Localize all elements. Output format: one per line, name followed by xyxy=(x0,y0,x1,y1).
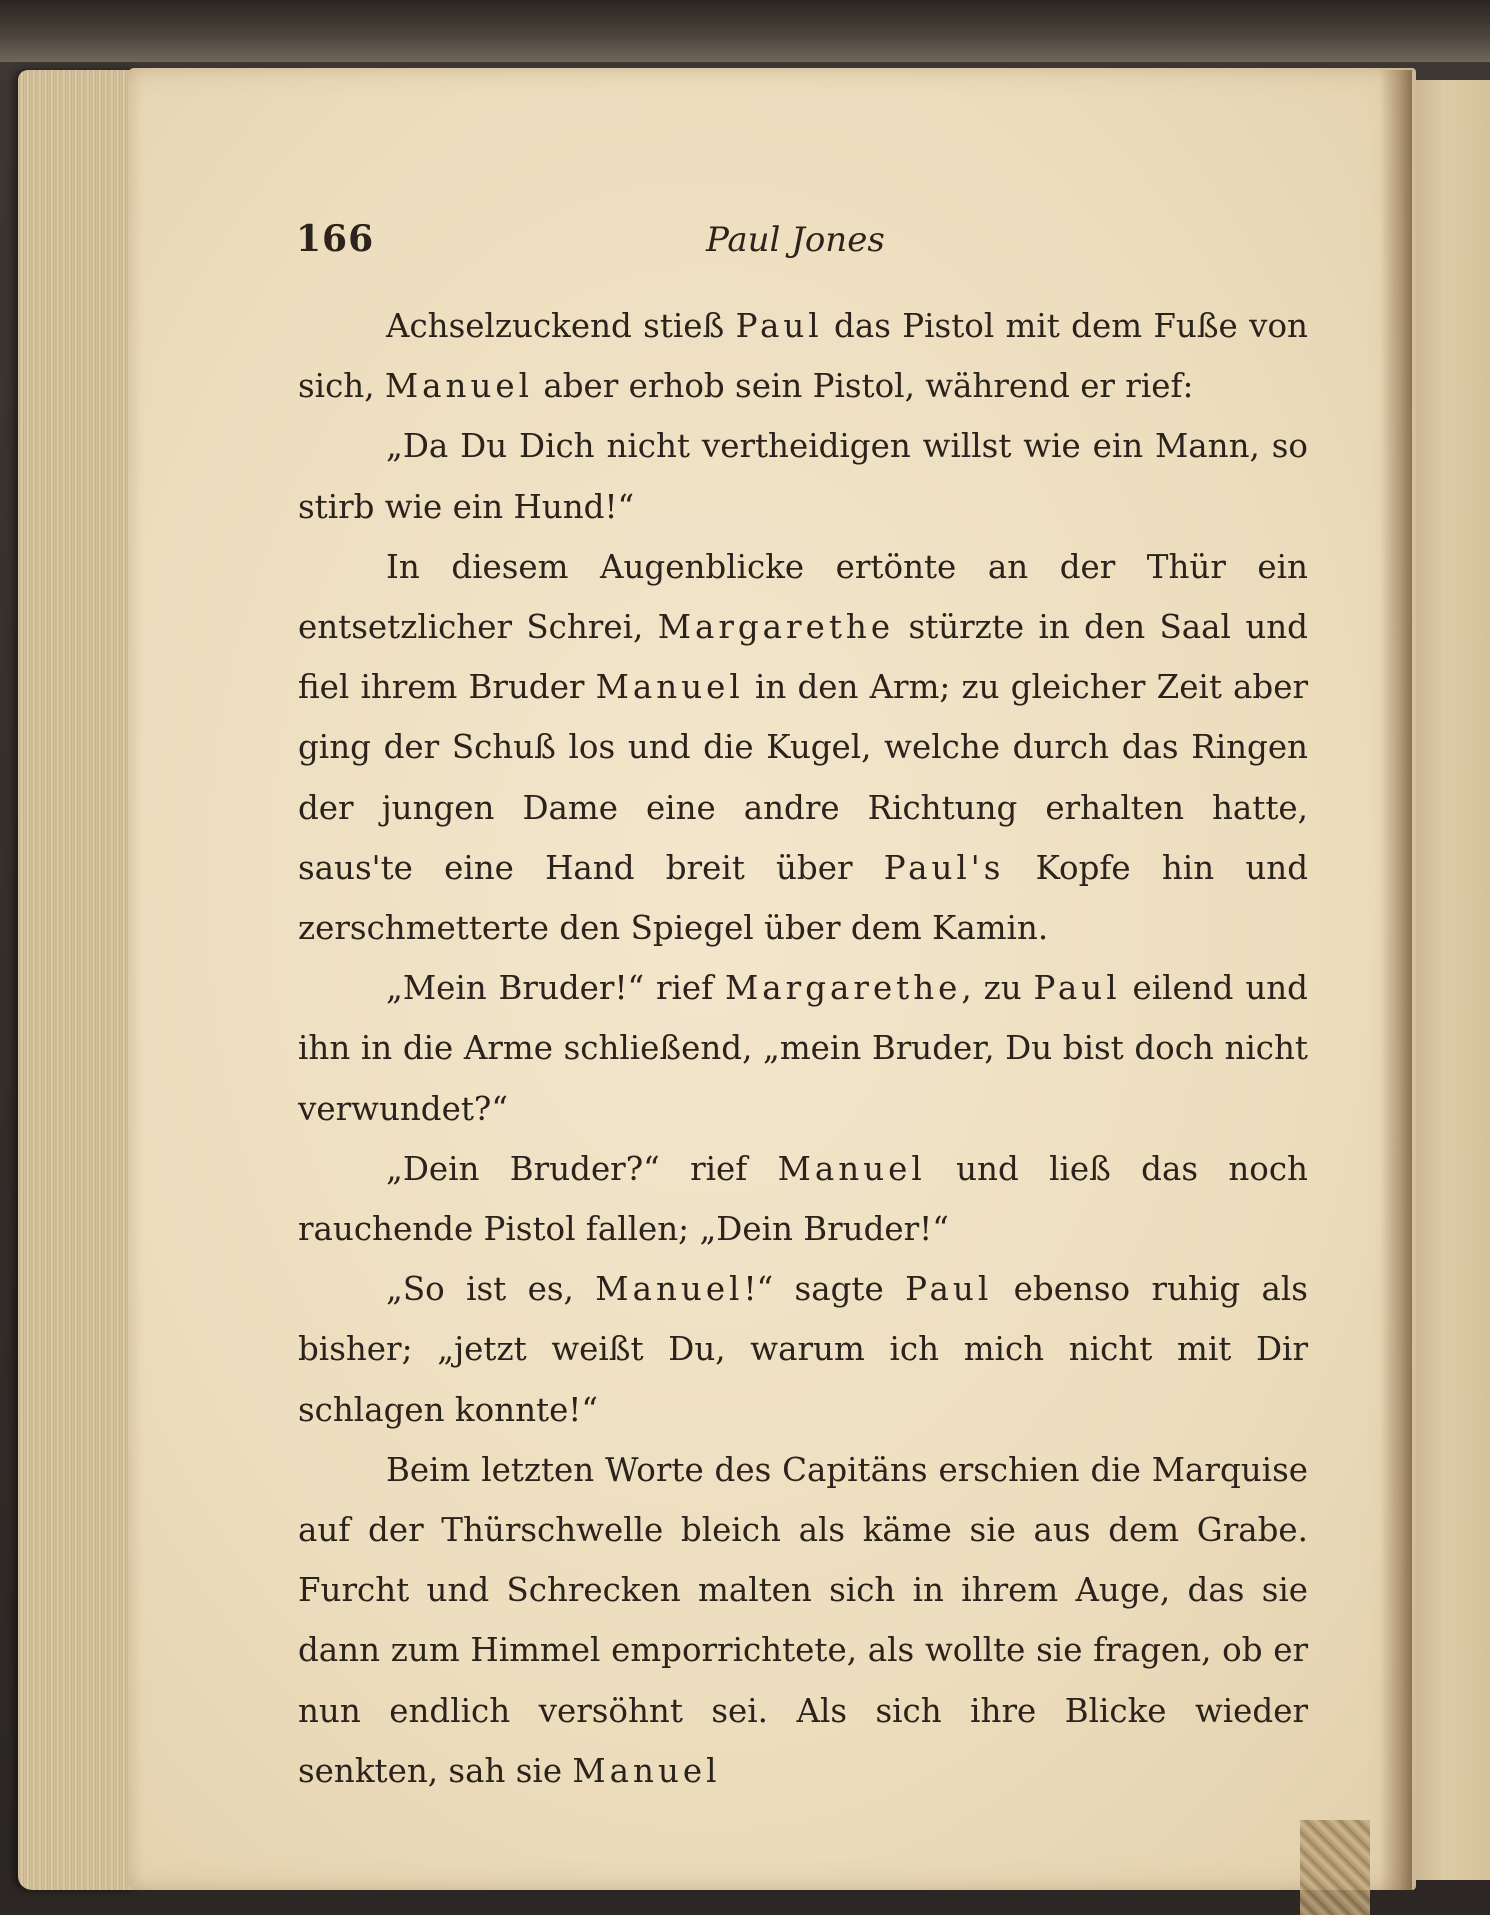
spaced-name: Paul xyxy=(905,1270,993,1309)
spaced-name: Manuel xyxy=(777,1149,926,1188)
text-run: „So ist es, xyxy=(386,1270,596,1309)
text-run: „Da Du Dich nicht vertheidigen willst wie ein Mann, so stirb wie ein Hund!“ xyxy=(298,427,1308,526)
paragraph xyxy=(298,296,1308,416)
text-run: Beim letzten Worte des Capitäns erschien die Marquise auf der Thürschwelle bleich als käme sie aus dem Grabe. Furcht und Schrecken malten sich in ihrem Auge, das sie dann zum Himmel emporrichtete, als wollte sie fragen, ob er nun endlich versöhnt sei. Als sich ihre Blicke wieder senkten, sah sie xyxy=(298,1450,1308,1790)
text-run: das Pistol mit dem Fuße von sich, xyxy=(298,307,1308,406)
paragraph xyxy=(298,1440,1308,1801)
spaced-name: Paul's xyxy=(883,848,1005,887)
spaced-name: Manuel xyxy=(595,668,744,707)
text-run: stürzte in den Saal und fiel ihrem Bruder xyxy=(298,608,1308,707)
bookmark-ribbon xyxy=(1300,1820,1370,1915)
page-gutter-shadow xyxy=(1380,70,1412,1890)
text-run: aber erhob sein Pistol, während er rief: xyxy=(533,367,1194,406)
spaced-name: Paul xyxy=(1033,969,1121,1008)
spaced-name: Manuel xyxy=(595,1270,744,1309)
text-run: „Mein Bruder!“ rief xyxy=(386,969,726,1008)
running-title: Paul Jones xyxy=(706,220,885,260)
text-run: „Dein Bruder?“ rief xyxy=(386,1149,778,1188)
paragraph xyxy=(298,958,1308,1139)
page-header xyxy=(296,218,1308,268)
text-run: Achselzuckend stieß xyxy=(386,307,736,345)
text-run: ebenso ruhig als bisher; „jetzt weißt Du, warum ich mich nicht mit Dir schlagen konnte!“ xyxy=(298,1270,1308,1429)
text-run: und ließ das noch rauchende Pistol fallen; „Dein Bruder!“ xyxy=(298,1149,1308,1249)
text-run: in den Arm; zu gleicher Zeit aber ging der Schuß los und die Kugel, welche durch das Ringen der jungen Dame eine andre Richtung erhalten hatte, saus'te eine Hand breit über xyxy=(298,668,1309,887)
paragraph xyxy=(298,1139,1308,1259)
text-run: !“ sagte xyxy=(743,1270,906,1309)
spaced-name: Margarethe xyxy=(725,969,962,1008)
text-run: Kopfe hin und zerschmetterte den Spiegel über dem Kamin. xyxy=(298,848,1308,948)
spaced-name: Manuel xyxy=(572,1751,721,1790)
paragraph xyxy=(298,416,1308,536)
text-run: In diesem Augenblicke ertönte an der Thür ein entsetzlicher Schrei, xyxy=(298,547,1308,647)
paragraph xyxy=(298,537,1308,958)
paragraph xyxy=(298,1259,1308,1440)
text-run: , zu xyxy=(961,969,1034,1008)
page-block-edges xyxy=(18,70,138,1890)
text-run: eilend und ihn in die Arme schließend, „mein Bruder, Du bist doch nicht verwundet?“ xyxy=(298,969,1308,1128)
spaced-name: Margarethe xyxy=(657,608,895,647)
book-cover-top-edge xyxy=(0,0,1490,62)
page-number: 166 xyxy=(296,218,375,260)
spaced-name: Paul xyxy=(735,307,823,345)
spaced-name: Manuel xyxy=(384,367,534,406)
body-text xyxy=(298,296,1308,1801)
facing-page-edge xyxy=(1412,80,1490,1880)
